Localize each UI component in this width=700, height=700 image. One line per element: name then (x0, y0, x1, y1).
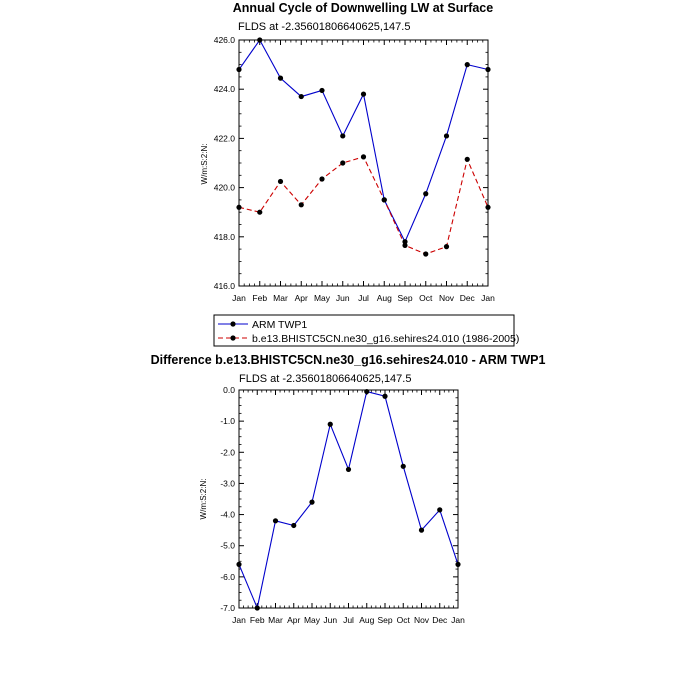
chart1-axes (214, 35, 495, 303)
chart2-series-0-point (455, 562, 460, 567)
chart1-series-0-point (423, 191, 428, 196)
chart1-series-0-point (340, 133, 345, 138)
chart2-xtick-label: Jul (343, 615, 354, 625)
legend-marker-arm (230, 321, 235, 326)
chart2-series-0-point (236, 562, 241, 567)
chart1-xtick-label: Apr (294, 293, 308, 303)
chart2-xtick-label: Jun (323, 615, 338, 625)
chart1-series-0-point (257, 37, 262, 42)
chart2-series-0-point (364, 389, 369, 394)
chart2-xtick-label: Aug (359, 615, 375, 625)
chart2-series-line-0 (239, 392, 458, 608)
chart2-series-0-point (437, 507, 442, 512)
chart1-series-1-point (299, 202, 304, 207)
chart2-series-0-point (255, 605, 260, 610)
chart2-ytick-label: -2.0 (220, 447, 235, 458)
chart1-series-line-1 (239, 157, 488, 254)
chart2-subtitle: FLDS at -2.35601806640625,147.5 (239, 373, 412, 385)
chart2-ytick-label: -7.0 (220, 603, 235, 613)
chart2-series-0-point (401, 464, 406, 469)
chart1-xtick-label: Feb (252, 293, 268, 303)
chart1-series-1-point (319, 176, 324, 181)
chart1-xtick-label: Jan (232, 293, 246, 303)
chart1-series-1-point (485, 205, 490, 210)
chart1-ytick-label: 416.0 (213, 281, 235, 291)
chart2-plot-frame (239, 390, 458, 608)
chart2-xtick-label: Apr (287, 615, 301, 625)
legend-label-model: b.e13.BHISTC5CN.ne30_g16.sehires24.010 (1986-2005) (252, 333, 520, 345)
chart1-ytick-label: 426.0 (213, 35, 235, 45)
chart1-series-0-point (444, 133, 449, 138)
chart2-ytick-label: -4.0 (220, 509, 235, 520)
chart1-xtick-label: Aug (376, 293, 392, 303)
chart1-series-0-point (319, 88, 324, 93)
chart2-series (236, 389, 460, 611)
chart2-series-0-point (273, 518, 278, 523)
chart1-series-1-point (340, 160, 345, 165)
chart2-ytick-label: -1.0 (220, 416, 235, 427)
chart1-series-1-point (402, 243, 407, 248)
chart2-series-0-point (291, 523, 296, 528)
chart2-xtick-label: Nov (413, 615, 430, 625)
chart1-xtick-label: Sep (397, 293, 413, 303)
chart2-ytick-label: -3.0 (220, 478, 235, 489)
chart1-xtick-label: Mar (273, 293, 288, 303)
chart1-legend (214, 315, 519, 346)
chart1-xtick-label: May (313, 293, 331, 303)
chart1-series-0-point (299, 94, 304, 99)
chart2-series-0-point (382, 394, 387, 399)
chart1-series-0-point (485, 67, 490, 72)
chart2-ytick-label: 0.0 (223, 385, 235, 395)
chart1-title: Annual Cycle of Downwelling LW at Surface (232, 1, 494, 15)
chart1-subtitle: FLDS at -2.35601806640625,147.5 (238, 21, 411, 33)
chart1-xtick-label: Jul (358, 293, 369, 303)
chart1-ytick-label: 418.0 (213, 231, 235, 242)
chart1-series-0-point (278, 76, 283, 81)
chart2-ylabel: W/m:S:2:N: (199, 478, 208, 520)
chart2-xtick-label: May (303, 615, 321, 625)
chart2-xtick-label: Jan (232, 615, 246, 625)
chart2-series-0-point (419, 528, 424, 533)
chart1-series-1-point (423, 251, 428, 256)
chart2-ytick-label: -6.0 (220, 571, 235, 582)
chart2-series-0-point (309, 500, 314, 505)
chart1-ylabel: W/m:S:2:N: (200, 143, 209, 185)
chart1-series-1-point (465, 157, 470, 162)
chart1-series-1-point (257, 210, 262, 215)
chart1-series-line-0 (239, 40, 488, 242)
chart1-xtick-label: Jan (481, 293, 495, 303)
chart1-series-1-point (278, 179, 283, 184)
chart2-xtick-label: Dec (432, 615, 448, 625)
chart1-series-0-point (361, 92, 366, 97)
chart2-title: Difference b.e13.BHISTC5CN.ne30_g16.sehires24.010 - ARM TWP1 (150, 353, 546, 367)
chart2-xtick-label: Jan (451, 615, 465, 625)
chart2-ytick-label: -5.0 (220, 540, 235, 551)
chart1-series-1-point (361, 154, 366, 159)
chart1-series-0-point (236, 67, 241, 72)
chart1-series-0-point (465, 62, 470, 67)
chart1-series-1-point (382, 197, 387, 202)
chart2-xtick-label: Sep (377, 615, 393, 625)
chart1-ytick-label: 422.0 (213, 133, 235, 144)
legend-marker-model (230, 335, 235, 340)
chart1-plot-frame (239, 40, 488, 286)
chart1-series-1-point (444, 244, 449, 249)
chart1-xtick-label: Dec (459, 293, 475, 303)
chart2-axes (220, 385, 465, 625)
chart1-xtick-label: Nov (438, 293, 455, 303)
chart1-series (236, 37, 490, 256)
chart2-series-0-point (346, 467, 351, 472)
chart1-ytick-label: 420.0 (213, 182, 235, 193)
chart2-xtick-label: Mar (268, 615, 283, 625)
chart1-ytick-label: 424.0 (213, 84, 235, 95)
chart1-xtick-label: Oct (419, 293, 433, 303)
chart1-xtick-label: Jun (335, 293, 350, 303)
chart1-series-1-point (236, 205, 241, 210)
chart2-xtick-label: Feb (249, 615, 265, 625)
chart2-xtick-label: Oct (396, 615, 410, 625)
chart2-series-0-point (328, 422, 333, 427)
legend-label-arm: ARM TWP1 (252, 319, 308, 331)
